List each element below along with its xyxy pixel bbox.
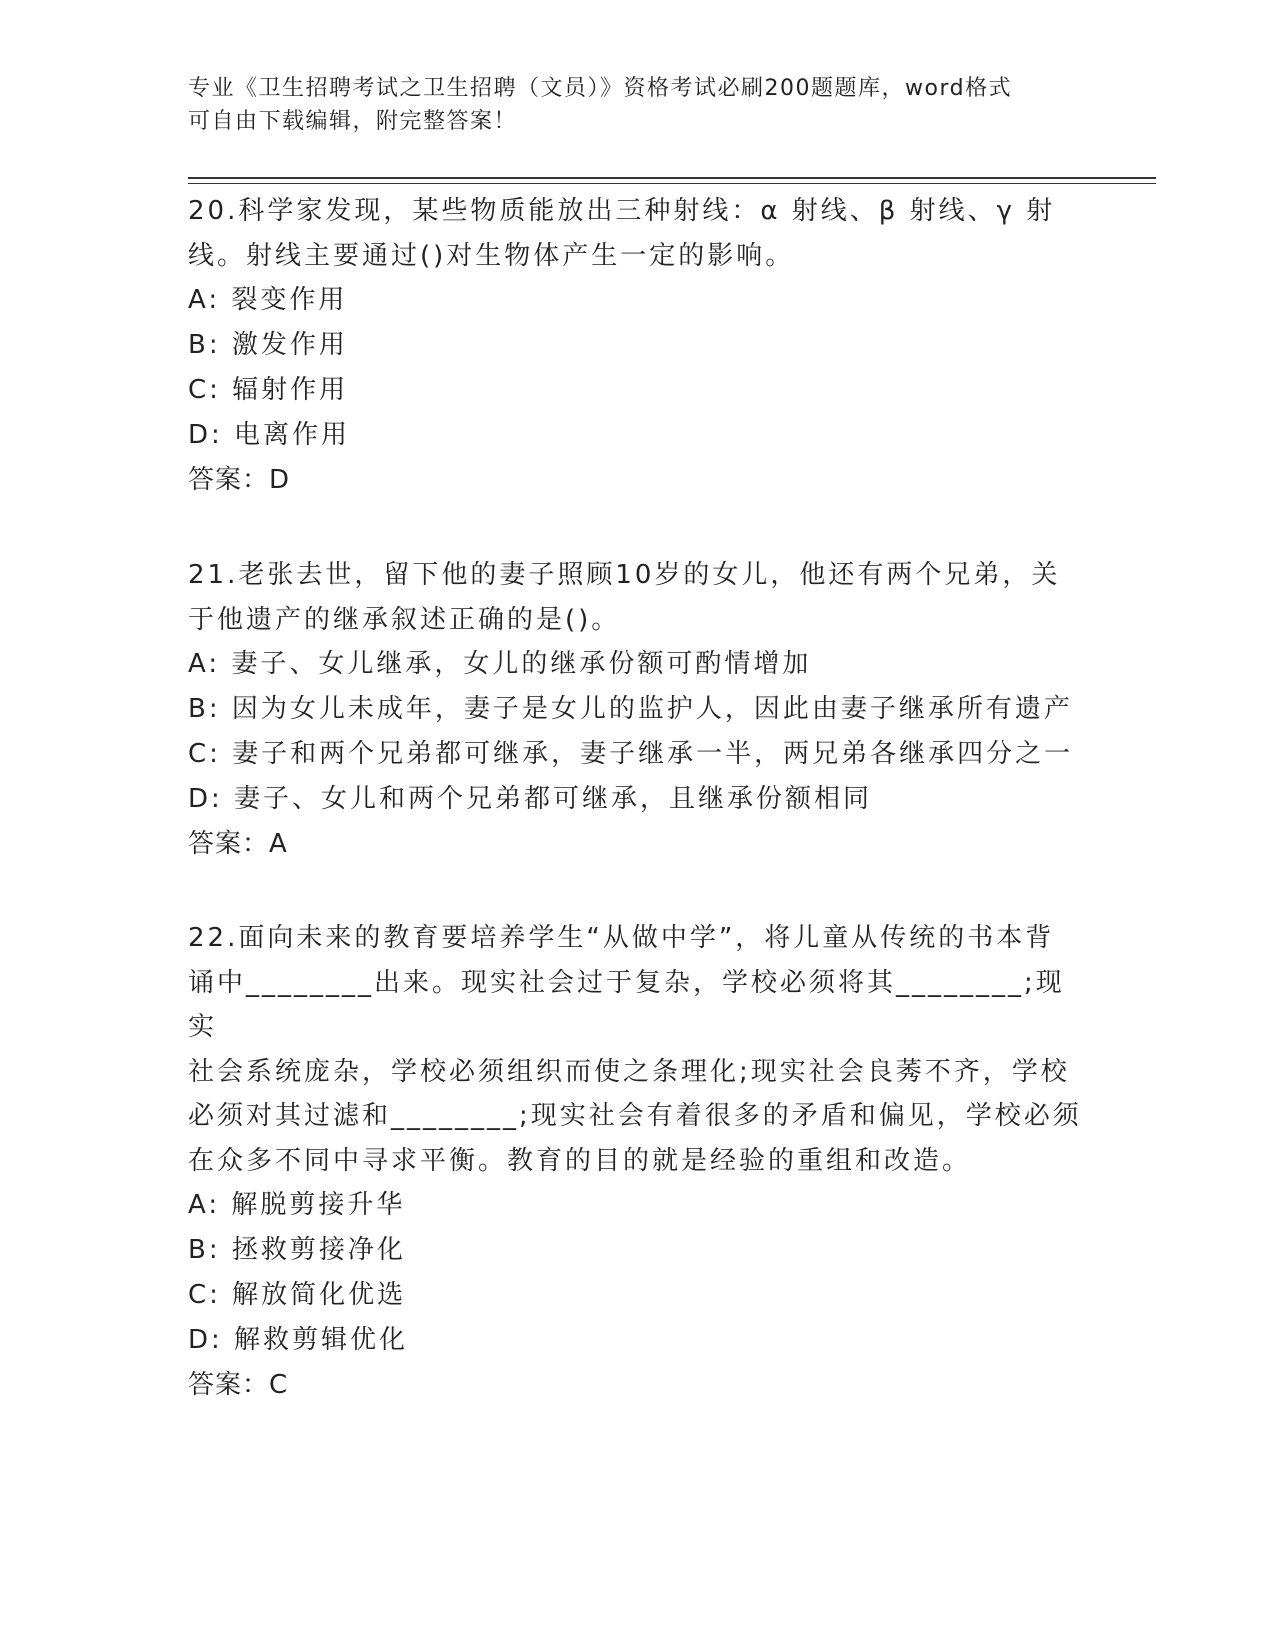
header-line-2: 可自由下载编辑，附完整答案！ bbox=[188, 109, 518, 134]
option-a: A: 解脱剪接升华 bbox=[188, 1190, 406, 1220]
option-c: C: 妻子和两个兄弟都可继承，妻子继承一半，两兄弟各继承四分之一 bbox=[188, 739, 1074, 769]
option-c: C: 辐射作用 bbox=[188, 375, 349, 405]
answer-line: 答案：D bbox=[188, 465, 291, 495]
question-stem-line: 必须对其过滤和________;现实社会有着很多的矛盾和偏见，学校必须 bbox=[188, 1101, 1082, 1131]
option-c: C: 解放简化优选 bbox=[188, 1280, 407, 1310]
question-stem-line: 社会系统庞杂，学校必须组织而使之条理化;现实社会良莠不齐，学校 bbox=[188, 1056, 1070, 1087]
question-stem-line: 诵中________出来。现实社会过于复杂，学校必须将其________;现实 bbox=[188, 967, 1065, 1042]
document-header bbox=[188, 72, 1068, 138]
question-22 bbox=[188, 916, 1088, 1408]
header-line-1: 专业《卫生招聘考试之卫生招聘（文员）》资格考试必刷200题题库，word格式 bbox=[188, 76, 1013, 101]
answer-line: 答案：A bbox=[188, 829, 288, 859]
question-stem-line: 21.老张去世，留下他的妻子照顾10岁的女儿，他还有两个兄弟，关 bbox=[188, 560, 1061, 590]
option-a: A: 裂变作用 bbox=[188, 285, 348, 315]
question-21 bbox=[188, 553, 1088, 867]
option-b: B: 因为女儿未成年，妻子是女儿的监护人，因此由妻子继承所有遗产 bbox=[188, 694, 1073, 724]
option-b: B: 拯救剪接净化 bbox=[188, 1235, 406, 1265]
question-stem-line: 在众多不同中寻求平衡。教育的目的就是经验的重组和改造。 bbox=[188, 1145, 972, 1176]
option-b: B: 激发作用 bbox=[188, 330, 348, 360]
question-stem-line: 22.面向未来的教育要培养学生“从做中学”，将儿童从传统的书本背 bbox=[188, 923, 1055, 953]
header-divider-thin bbox=[188, 183, 1156, 184]
option-d: D: 妻子、女儿和两个兄弟都可继承，且继承份额相同 bbox=[188, 784, 873, 814]
option-d: D: 解救剪辑优化 bbox=[188, 1325, 409, 1355]
header-divider-thick bbox=[188, 177, 1156, 179]
question-20 bbox=[188, 189, 1088, 503]
question-stem-line: 线。射线主要通过()对生物体产生一定的影响。 bbox=[188, 240, 795, 271]
option-d: D: 电离作用 bbox=[188, 420, 351, 450]
answer-line: 答案：C bbox=[188, 1370, 289, 1400]
question-stem-line: 于他遗产的继承叙述正确的是()。 bbox=[188, 604, 621, 635]
question-stem-line: 20.科学家发现，某些物质能放出三种射线：α 射线、β 射线、γ 射 bbox=[188, 196, 1056, 226]
option-a: A: 妻子、女儿继承，女儿的继承份额可酌情增加 bbox=[188, 649, 812, 679]
